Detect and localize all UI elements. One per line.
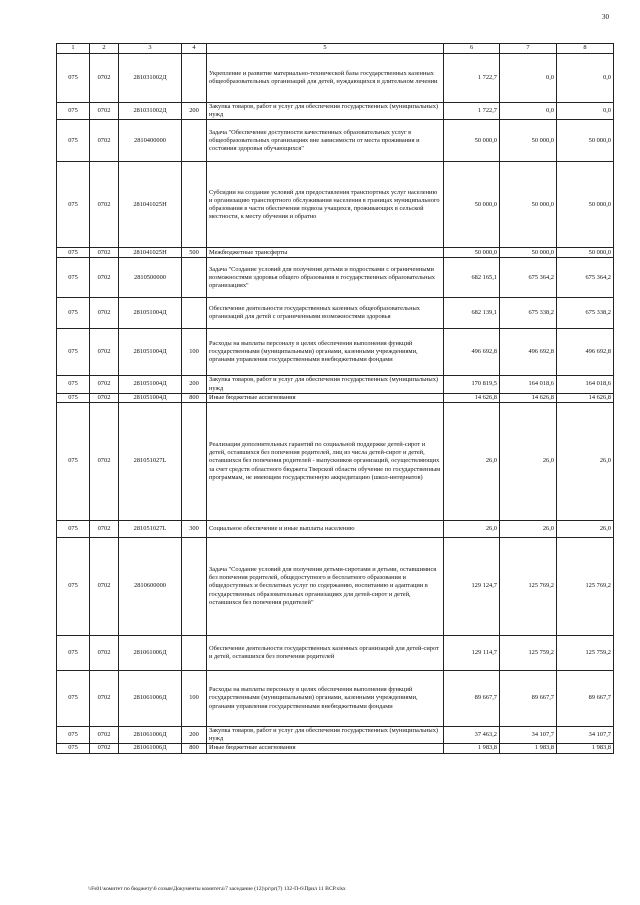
cell-expense-type — [182, 54, 207, 103]
cell-amount-year-1: 50 000,0 — [444, 162, 500, 248]
cell-admin-code: 075 — [57, 726, 90, 743]
cell-admin-code: 075 — [57, 120, 90, 162]
table-row — [57, 393, 614, 402]
cell-section-code: 0702 — [90, 162, 119, 248]
cell-section-code: 0702 — [90, 248, 119, 258]
cell-description: Субсидии на создание условий для предоставления транспортных услуг населению и организацию транспортного обслуживания населения в границах муниципального образования в части обеспечения подвоза учащихся, проживающих в сельской местности, к месту обучения и обратно — [207, 162, 444, 248]
cell-amount-year-3: 1 983,8 — [557, 744, 614, 753]
cell-amount-year-3: 0,0 — [557, 103, 614, 120]
cell-amount-year-3: 26,0 — [557, 520, 614, 537]
cell-target-code: 281061006Д — [119, 726, 182, 743]
cell-amount-year-1: 26,0 — [444, 520, 500, 537]
cell-amount-year-2: 675 364,2 — [500, 258, 557, 298]
cell-amount-year-3: 125 759,2 — [557, 635, 614, 670]
cell-amount-year-2: 50 000,0 — [500, 120, 557, 162]
cell-target-code: 281051004Д — [119, 298, 182, 329]
cell-amount-year-2: 50 000,0 — [500, 248, 557, 258]
cell-amount-year-3: 26,0 — [557, 402, 614, 520]
cell-amount-year-1: 496 692,8 — [444, 329, 500, 376]
cell-description: Расходы на выплаты персоналу в целях обеспечения выполнения функций государственными (муниципальными) органами, казенными учреждениями, органами управления государственными внебюджетными фондами — [207, 329, 444, 376]
cell-amount-year-1: 129 124,7 — [444, 537, 500, 635]
cell-amount-year-3: 496 692,8 — [557, 329, 614, 376]
cell-expense-type: 200 — [182, 726, 207, 743]
cell-amount-year-2: 1 983,8 — [500, 744, 557, 753]
cell-description: Укрепление и развитие материально-технической базы государственных казенных общеобразовательных организаций для детей, нуждающихся в длительном лечении — [207, 54, 444, 103]
cell-target-code: 2810600000 — [119, 537, 182, 635]
cell-target-code: 281051004Д — [119, 329, 182, 376]
cell-admin-code: 075 — [57, 520, 90, 537]
table-row — [57, 120, 614, 162]
cell-admin-code: 075 — [57, 402, 90, 520]
cell-section-code: 0702 — [90, 120, 119, 162]
cell-expense-type — [182, 258, 207, 298]
cell-target-code: 281041025Н — [119, 162, 182, 248]
cell-description: Задача "Обеспечение доступности качественных образовательных услуг в общеобразовательных организациях вне зависимости от места проживания и состояния здоровья обучающихся" — [207, 120, 444, 162]
table-row — [57, 248, 614, 258]
cell-admin-code: 075 — [57, 670, 90, 726]
cell-expense-type: 100 — [182, 329, 207, 376]
cell-description: Расходы на выплаты персоналу в целях обеспечения выполнения функций государственными (муниципальными) органами, казенными учреждениями, органами управления государственными внебюджетными фондами — [207, 670, 444, 726]
cell-amount-year-1: 682 139,1 — [444, 298, 500, 329]
cell-target-code: 281031002Д — [119, 54, 182, 103]
cell-admin-code: 075 — [57, 248, 90, 258]
cell-admin-code: 075 — [57, 298, 90, 329]
cell-admin-code: 075 — [57, 162, 90, 248]
cell-amount-year-3: 34 107,7 — [557, 726, 614, 743]
cell-amount-year-2: 675 338,2 — [500, 298, 557, 329]
cell-admin-code: 075 — [57, 103, 90, 120]
table-row — [57, 744, 614, 753]
cell-amount-year-1: 26,0 — [444, 402, 500, 520]
cell-expense-type: 200 — [182, 376, 207, 393]
cell-target-code: 2810400000 — [119, 120, 182, 162]
cell-expense-type: 800 — [182, 744, 207, 753]
cell-amount-year-1: 170 819,5 — [444, 376, 500, 393]
footer-file-path: \\Fs01\комитет по бюджету\6 созыв\Документы комитета\7 заседание (12)\pr\pr(7) 132-П-6\Прил 11 ВСР.xlsx — [88, 886, 346, 892]
cell-amount-year-3: 14 626,8 — [557, 393, 614, 402]
cell-amount-year-1: 37 463,2 — [444, 726, 500, 743]
cell-amount-year-2: 26,0 — [500, 520, 557, 537]
cell-target-code: 281061006Д — [119, 744, 182, 753]
cell-description: Закупка товаров, работ и услуг для обеспечения государственных (муниципальных) нужд — [207, 376, 444, 393]
cell-expense-type — [182, 402, 207, 520]
cell-section-code: 0702 — [90, 103, 119, 120]
cell-admin-code: 075 — [57, 537, 90, 635]
cell-expense-type: 800 — [182, 393, 207, 402]
cell-amount-year-2: 125 769,2 — [500, 537, 557, 635]
cell-section-code: 0702 — [90, 54, 119, 103]
column-header: 2 — [90, 44, 119, 54]
table-row — [57, 376, 614, 393]
cell-amount-year-3: 50 000,0 — [557, 162, 614, 248]
cell-amount-year-1: 1 722,7 — [444, 103, 500, 120]
cell-target-code: 281051004Д — [119, 393, 182, 402]
cell-section-code: 0702 — [90, 726, 119, 743]
cell-amount-year-2: 34 107,7 — [500, 726, 557, 743]
cell-amount-year-3: 50 000,0 — [557, 248, 614, 258]
cell-description: Иные бюджетные ассигнования — [207, 393, 444, 402]
cell-section-code: 0702 — [90, 520, 119, 537]
cell-description: Задача "Создание условий для получения детьми и подростками с ограниченными возможностями здоровья общего образования в государственных образовательных организациях" — [207, 258, 444, 298]
cell-section-code: 0702 — [90, 670, 119, 726]
table-row — [57, 329, 614, 376]
column-header: 8 — [557, 44, 614, 54]
table-row — [57, 402, 614, 520]
cell-description: Обеспечение деятельности государственных казенных организаций для детей-сирот и детей, оставшихся без попечения родителей — [207, 635, 444, 670]
cell-admin-code: 075 — [57, 329, 90, 376]
table-row — [57, 298, 614, 329]
table-row — [57, 635, 614, 670]
cell-target-code: 2810500000 — [119, 258, 182, 298]
cell-section-code: 0702 — [90, 393, 119, 402]
cell-description: Закупка товаров, работ и услуг для обеспечения государственных (муниципальных) нужд — [207, 103, 444, 120]
table-row — [57, 54, 614, 103]
cell-amount-year-1: 89 667,7 — [444, 670, 500, 726]
page-number: 30 — [602, 13, 609, 21]
cell-amount-year-3: 0,0 — [557, 54, 614, 103]
cell-amount-year-2: 89 667,7 — [500, 670, 557, 726]
column-header: 1 — [57, 44, 90, 54]
cell-amount-year-2: 0,0 — [500, 103, 557, 120]
cell-admin-code: 075 — [57, 744, 90, 753]
cell-target-code: 281051004Д — [119, 376, 182, 393]
cell-description: Реализация дополнительных гарантий по социальной поддержке детей-сирот и детей, оставшихся без попечения родителей, лиц из числа детей-сирот и детей, оставшихся без попечения родителей - выпускников организаций, осуществляющих за счет средств областного бюджета Тверской области обучение по государственным программам, не имеющим государственную аккредитацию (школ-интернатов) — [207, 402, 444, 520]
cell-expense-type — [182, 298, 207, 329]
cell-section-code: 0702 — [90, 376, 119, 393]
budget-table — [56, 43, 614, 754]
table-row — [57, 520, 614, 537]
cell-amount-year-2: 14 626,8 — [500, 393, 557, 402]
cell-amount-year-2: 164 018,6 — [500, 376, 557, 393]
table-row — [57, 726, 614, 743]
cell-expense-type: 500 — [182, 248, 207, 258]
cell-description: Обеспечение деятельности государственных казенных общеобразовательных организаций для детей с ограниченными возможностями здоровья — [207, 298, 444, 329]
cell-target-code: 281061006Д — [119, 670, 182, 726]
cell-description: Закупка товаров, работ и услуг для обеспечения государственных (муниципальных) нужд — [207, 726, 444, 743]
cell-amount-year-1: 50 000,0 — [444, 120, 500, 162]
cell-amount-year-3: 89 667,7 — [557, 670, 614, 726]
cell-amount-year-2: 50 000,0 — [500, 162, 557, 248]
cell-target-code: 281041025Н — [119, 248, 182, 258]
cell-section-code: 0702 — [90, 258, 119, 298]
cell-amount-year-1: 1 722,7 — [444, 54, 500, 103]
cell-section-code: 0702 — [90, 329, 119, 376]
cell-amount-year-2: 0,0 — [500, 54, 557, 103]
cell-amount-year-1: 682 165,1 — [444, 258, 500, 298]
cell-section-code: 0702 — [90, 298, 119, 329]
column-header: 3 — [119, 44, 182, 54]
cell-admin-code: 075 — [57, 376, 90, 393]
cell-expense-type — [182, 162, 207, 248]
cell-target-code: 281051027L — [119, 402, 182, 520]
cell-amount-year-2: 496 692,8 — [500, 329, 557, 376]
cell-expense-type — [182, 537, 207, 635]
cell-section-code: 0702 — [90, 635, 119, 670]
table-row — [57, 537, 614, 635]
table-header-row — [57, 44, 614, 54]
cell-target-code: 281031002Д — [119, 103, 182, 120]
cell-section-code: 0702 — [90, 744, 119, 753]
table-row — [57, 670, 614, 726]
cell-admin-code: 075 — [57, 393, 90, 402]
cell-expense-type: 200 — [182, 103, 207, 120]
cell-target-code: 281051027L — [119, 520, 182, 537]
cell-amount-year-2: 26,0 — [500, 402, 557, 520]
cell-expense-type — [182, 635, 207, 670]
cell-amount-year-3: 50 000,0 — [557, 120, 614, 162]
cell-description: Социальное обеспечение и иные выплаты населению — [207, 520, 444, 537]
cell-amount-year-3: 125 769,2 — [557, 537, 614, 635]
cell-description: Межбюджетные трансферты — [207, 248, 444, 258]
cell-admin-code: 075 — [57, 635, 90, 670]
cell-amount-year-3: 675 338,2 — [557, 298, 614, 329]
cell-target-code: 281061006Д — [119, 635, 182, 670]
cell-amount-year-1: 50 000,0 — [444, 248, 500, 258]
cell-amount-year-1: 129 114,7 — [444, 635, 500, 670]
cell-expense-type: 300 — [182, 520, 207, 537]
cell-amount-year-3: 164 018,6 — [557, 376, 614, 393]
column-header: 7 — [500, 44, 557, 54]
cell-expense-type — [182, 120, 207, 162]
cell-section-code: 0702 — [90, 402, 119, 520]
table-row — [57, 258, 614, 298]
cell-amount-year-1: 1 983,8 — [444, 744, 500, 753]
column-header: 5 — [207, 44, 444, 54]
table-row — [57, 162, 614, 248]
cell-expense-type: 100 — [182, 670, 207, 726]
cell-description: Задача "Создание условий для получения детьми-сиротами и детьми, оставшимися без попечения родителей, общедоступного и бесплатного образования и общедоступных и бесплатных услуг по содержанию, воспитанию и адаптации в государственных образовательных организациях для детей-сирот и детей, оставшихся без попечения родителей" — [207, 537, 444, 635]
column-header: 6 — [444, 44, 500, 54]
cell-description: Иные бюджетные ассигнования — [207, 744, 444, 753]
table-row — [57, 103, 614, 120]
column-header: 4 — [182, 44, 207, 54]
cell-admin-code: 075 — [57, 258, 90, 298]
cell-admin-code: 075 — [57, 54, 90, 103]
cell-amount-year-3: 675 364,2 — [557, 258, 614, 298]
cell-amount-year-2: 125 759,2 — [500, 635, 557, 670]
cell-amount-year-1: 14 626,8 — [444, 393, 500, 402]
cell-section-code: 0702 — [90, 537, 119, 635]
